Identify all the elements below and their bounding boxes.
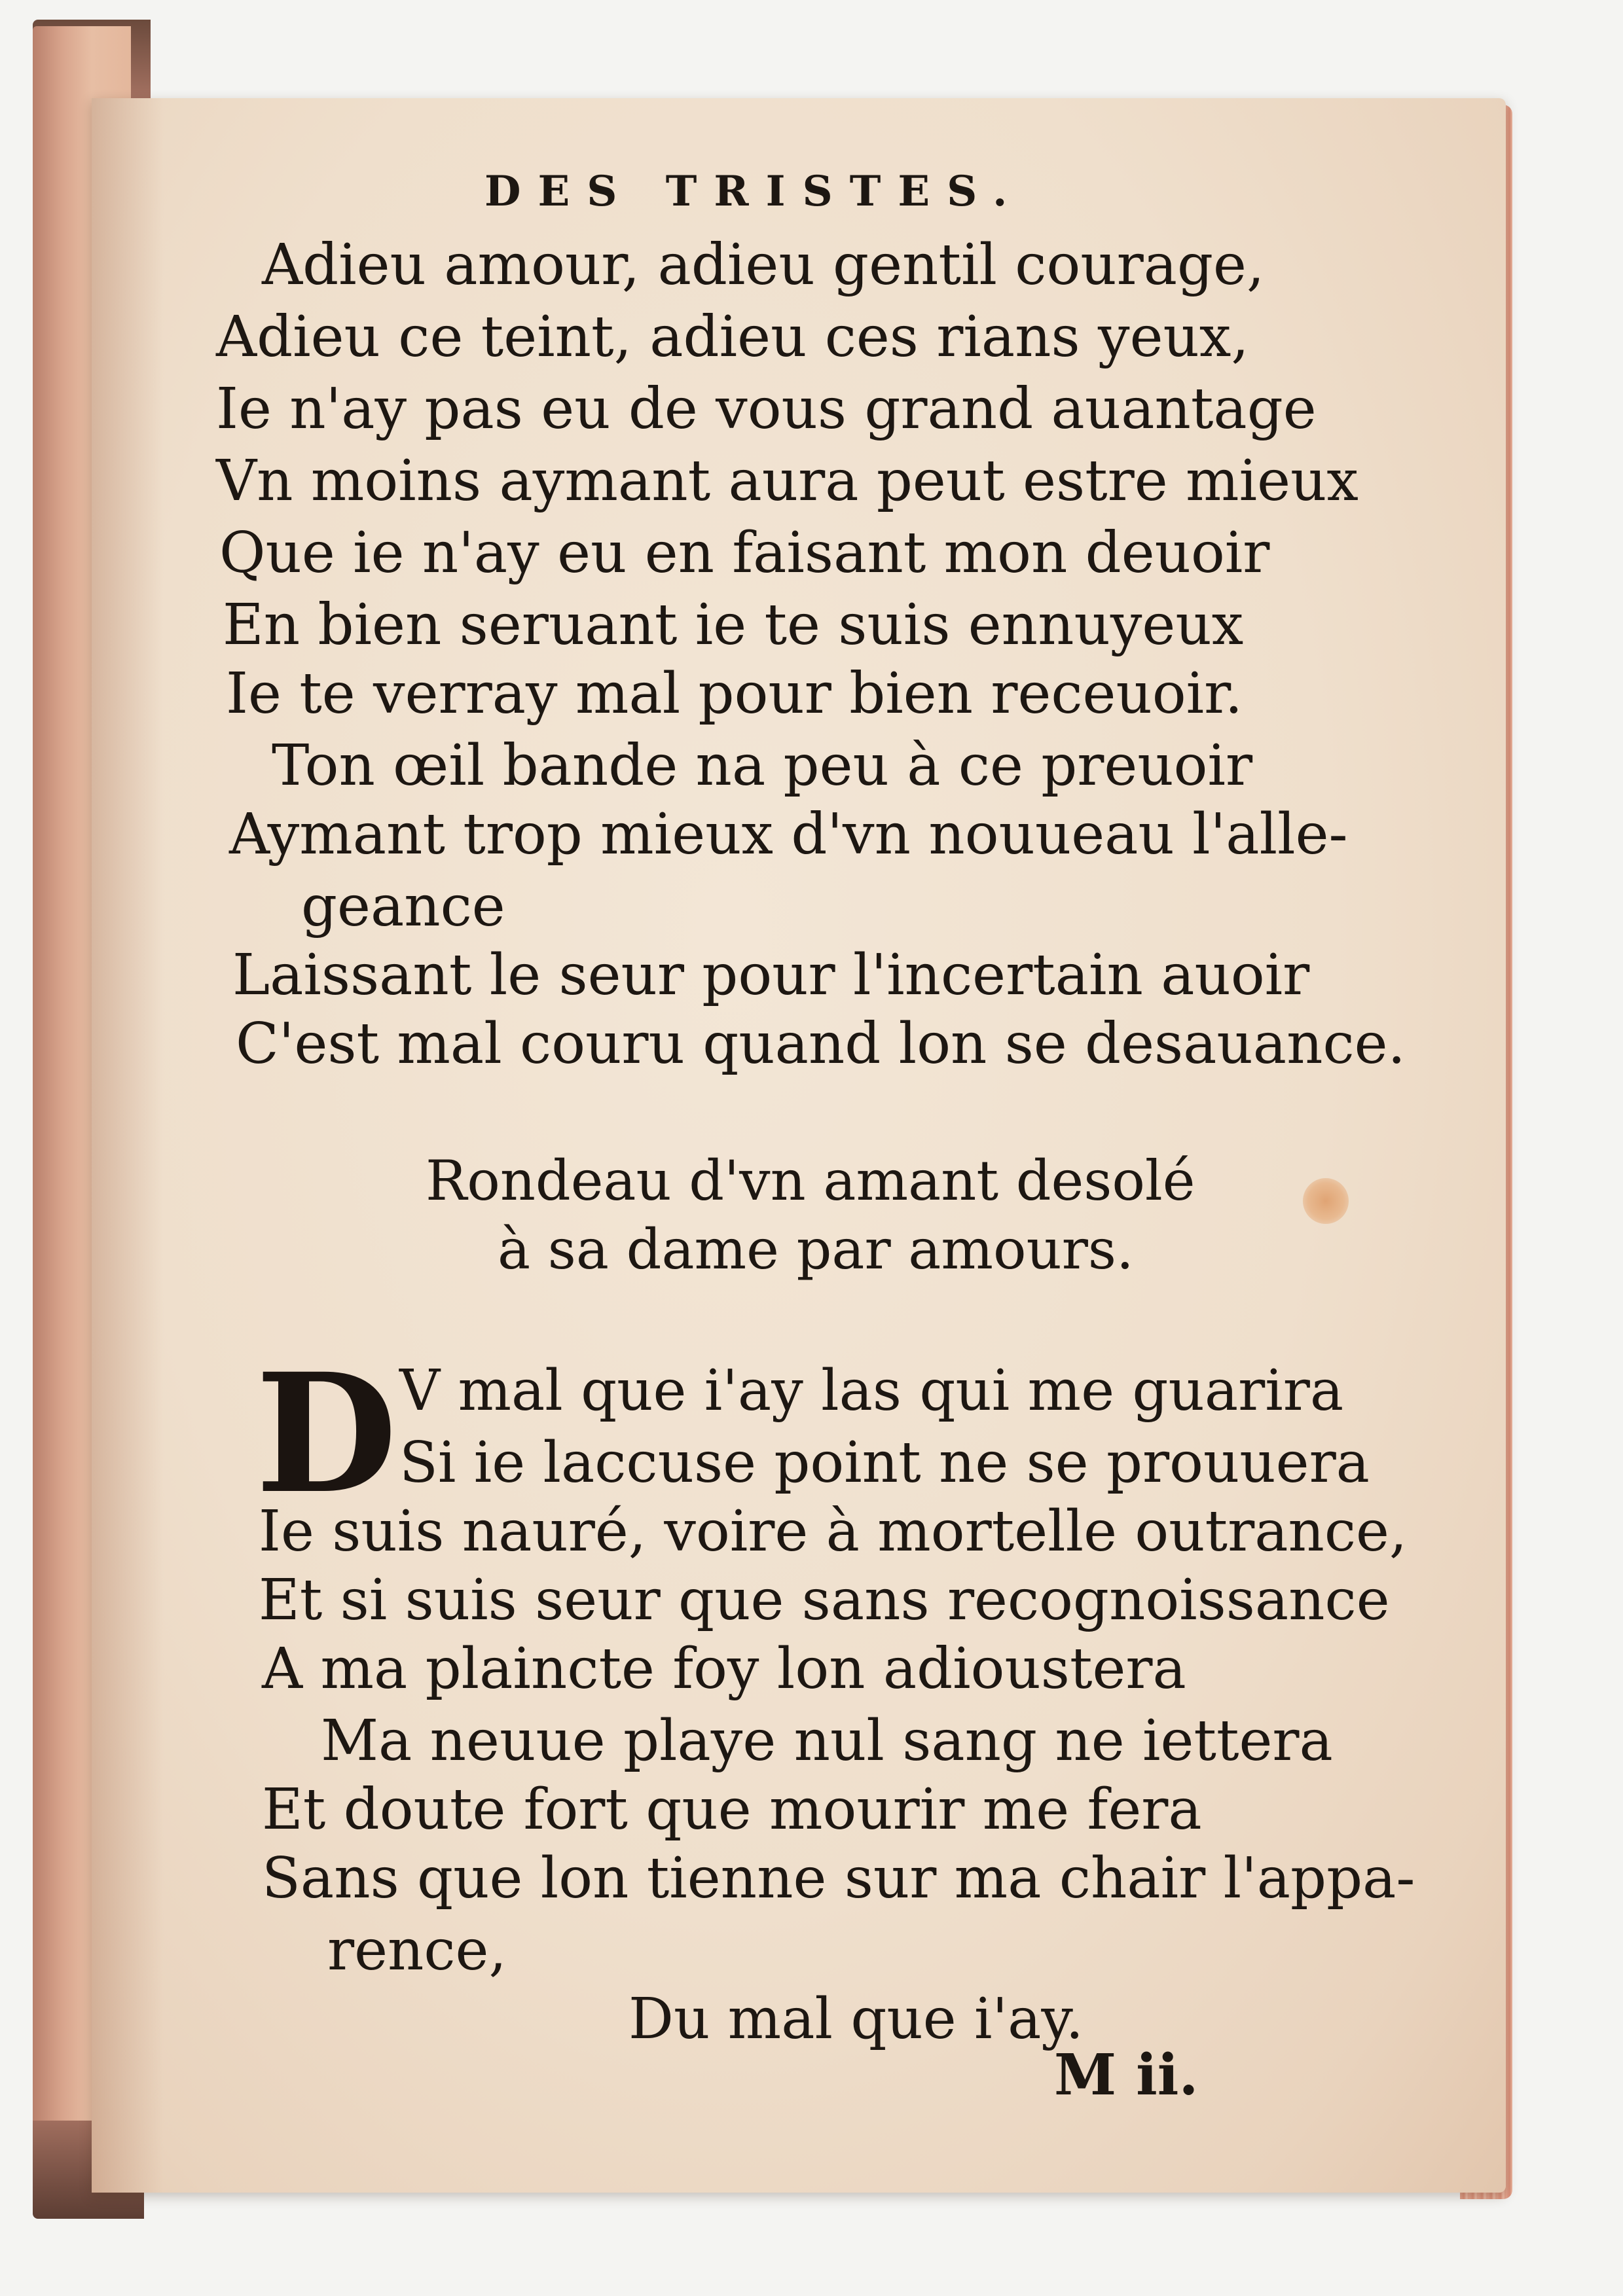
verse-line: Et doute fort que mourir me fera xyxy=(262,1777,1202,1842)
verse-line: C'est mal couru quand lon se desauance. xyxy=(236,1011,1406,1077)
running-header: DES TRISTES. xyxy=(484,167,1025,216)
verse-line: A ma plaincte foy lon adioustera xyxy=(262,1636,1186,1702)
verse-line: Sans que lon tienne sur ma chair l'appa- xyxy=(262,1846,1415,1911)
poem-title: Rondeau d'vn amant desolé xyxy=(426,1149,1195,1213)
verse-line: Si ie laccuse point ne se prouuera xyxy=(399,1430,1370,1496)
verse-line: Ie te verray mal pour bien receuoir. xyxy=(226,661,1243,726)
verse-line: Que ie n'ay eu en faisant mon deuoir xyxy=(219,520,1270,586)
verse-line: Ma neuue playe nul sang ne iettera xyxy=(321,1708,1333,1774)
foxing-stain xyxy=(1303,1178,1349,1224)
verse-line: Laissant le seur pour l'incertain auoir xyxy=(232,942,1310,1008)
verse-line: Vn moins aymant aura peut estre mieux xyxy=(216,448,1359,514)
verse-line: Aymant trop mieux d'vn nouueau l'alle- xyxy=(229,802,1348,867)
verse-line: Adieu ce teint, adieu ces rians yeux, xyxy=(216,304,1249,370)
verse-line: Ie n'ay pas eu de vous grand auantage xyxy=(216,376,1317,442)
drop-cap: D xyxy=(255,1337,397,1530)
verse-line: Et si suis seur que sans recognoissance xyxy=(259,1568,1390,1633)
verse-line: Adieu amour, adieu gentil courage, xyxy=(262,232,1265,298)
verse-line: Ie suis nauré, voire à mortelle outrance, xyxy=(259,1499,1408,1564)
verse-line: geance xyxy=(301,874,505,939)
page-gutter-shadow xyxy=(92,98,164,2193)
signature-mark: M ii. xyxy=(1054,2042,1199,2108)
refrain: Du mal que i'ay. xyxy=(629,1986,1084,2052)
verse-line: Ton œil bande na peu à ce preuoir xyxy=(272,733,1253,798)
verse-line: En bien seruant ie te suis ennuyeux xyxy=(223,592,1244,658)
verse-line: V mal que i'ay las qui me guarira xyxy=(399,1358,1344,1424)
verse-line: rence, xyxy=(327,1918,507,1983)
poem-title: à sa dame par amours. xyxy=(498,1217,1134,1282)
